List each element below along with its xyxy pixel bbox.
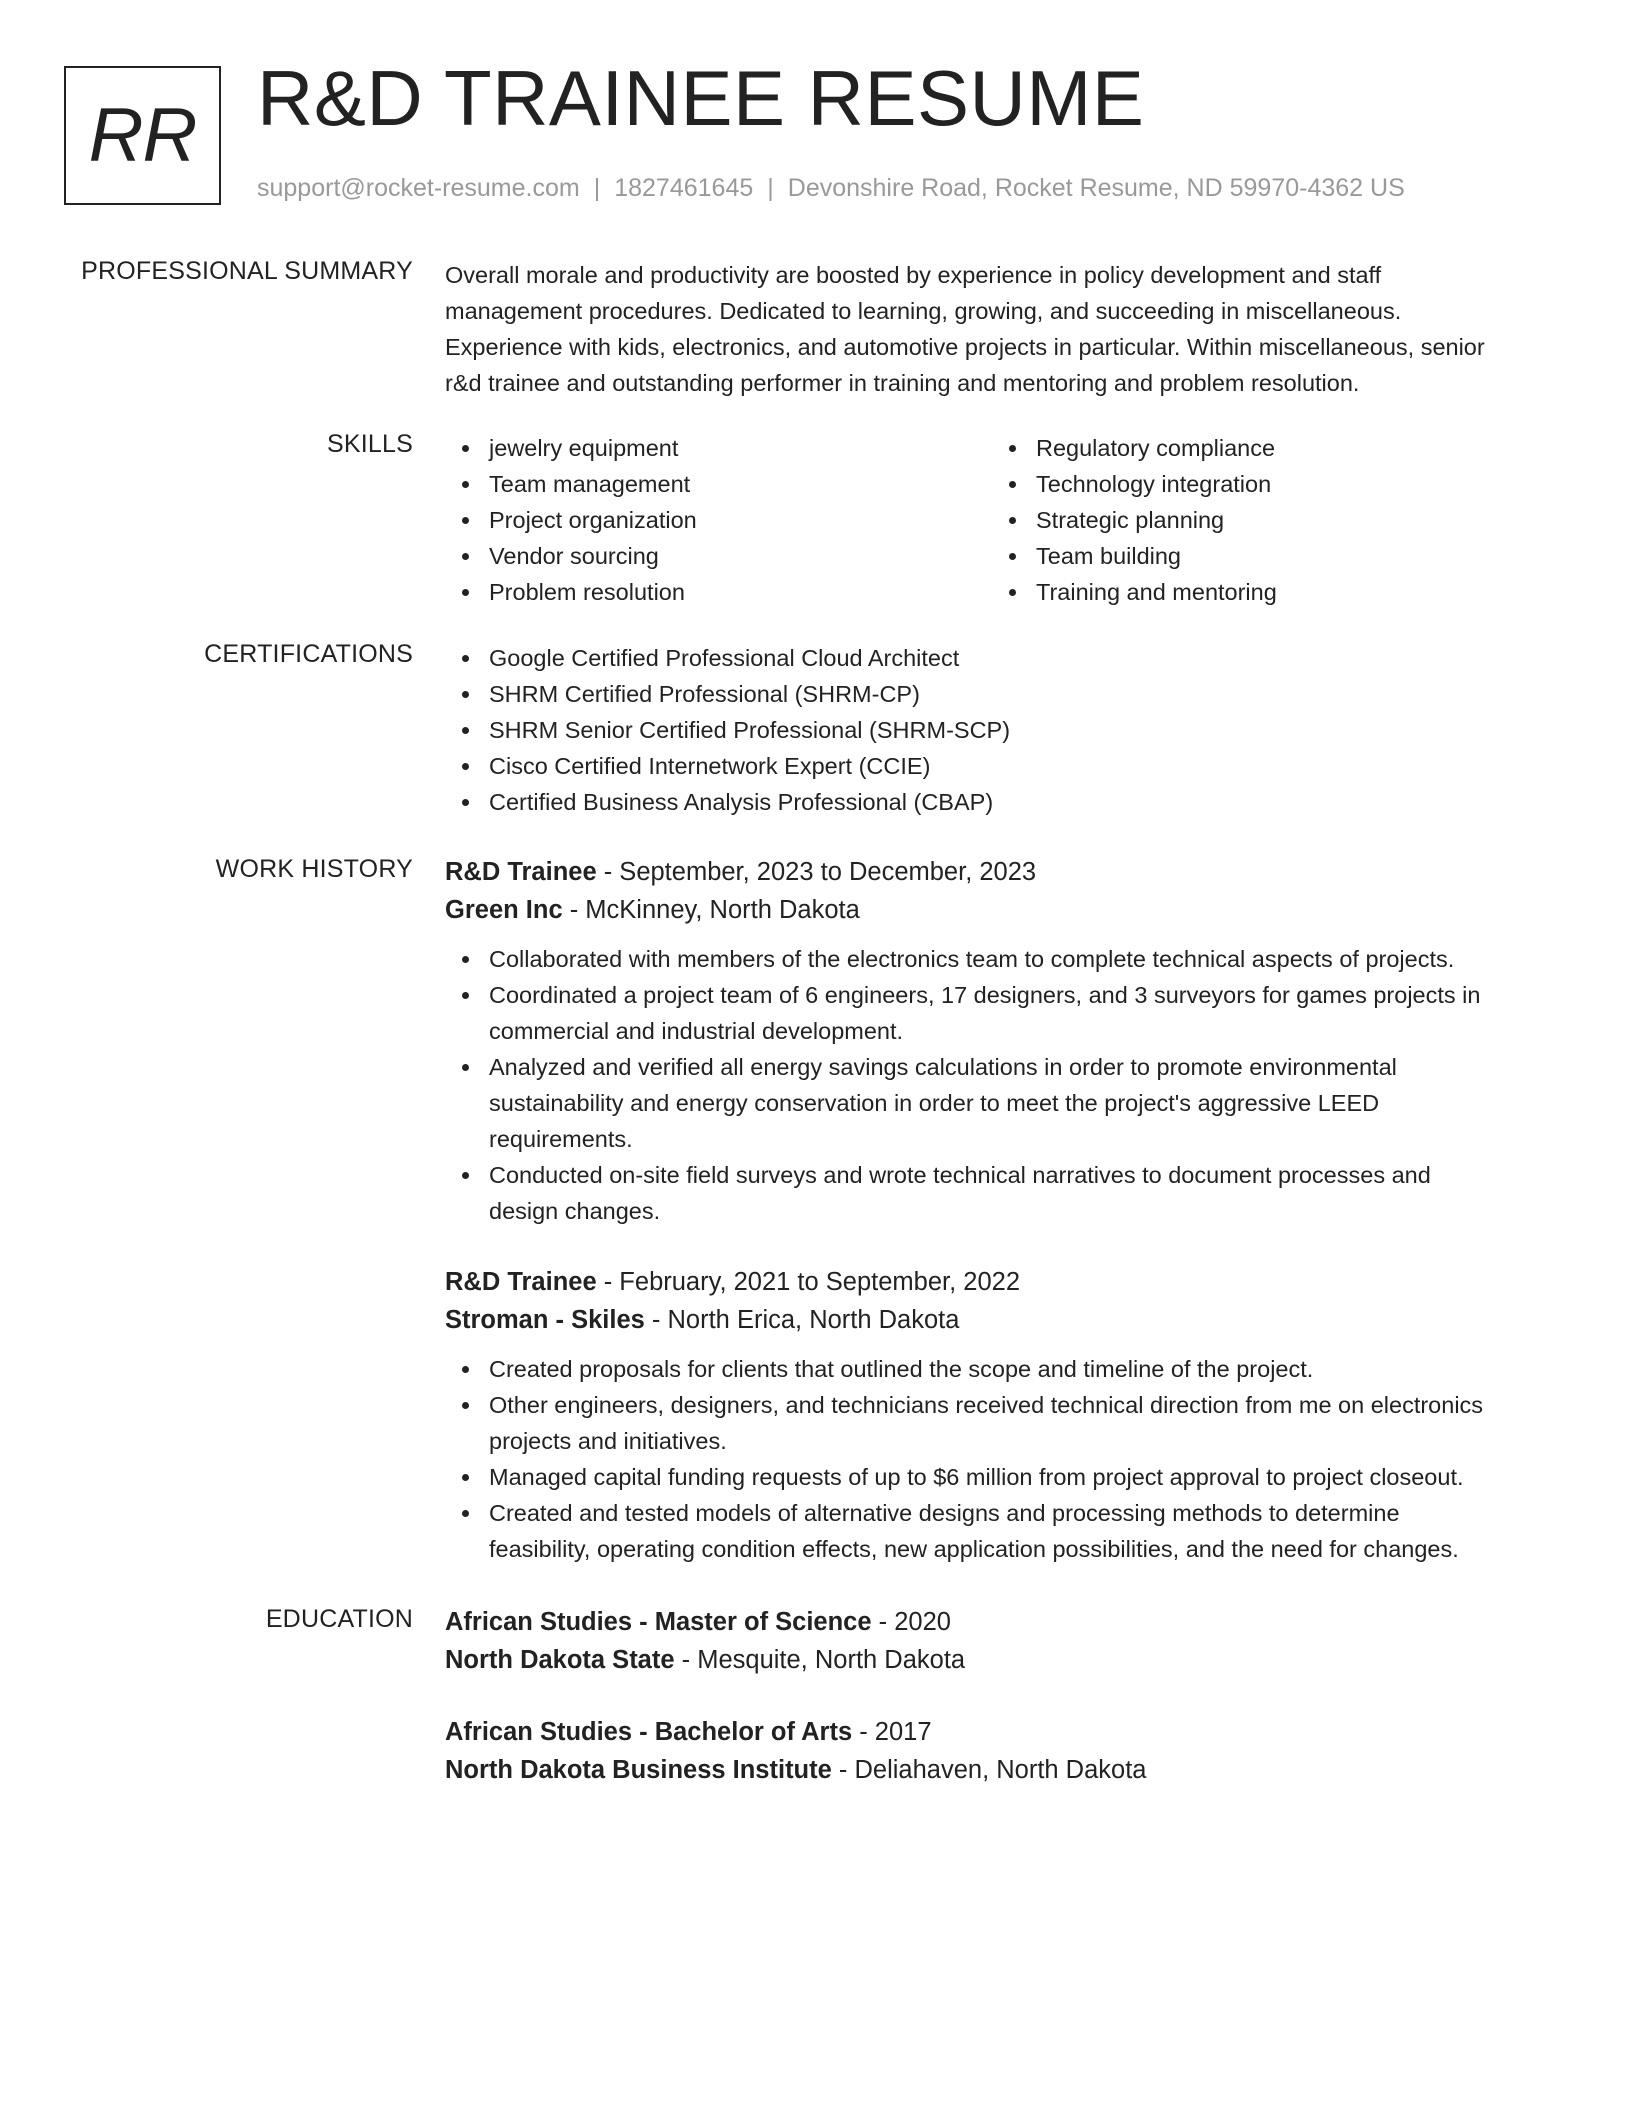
skills-list <box>445 430 1555 610</box>
monogram-logo <box>64 66 221 205</box>
certification-item: SHRM Senior Certified Professional (SHRM-SCP) <box>445 712 1555 748</box>
skill-item: Technology integration <box>992 466 1539 502</box>
job-dates: - February, 2021 to September, 2022 <box>603 1268 1021 1296</box>
job-duty: Created proposals for clients that outlined the scope and timeline of the project. <box>445 1351 1555 1387</box>
job-entry <box>445 853 1555 1229</box>
job-duty: Conducted on-site field surveys and wrote technical narratives to document processes and design changes. <box>445 1157 1555 1229</box>
certification-item: Certified Business Analysis Professional (CBAP) <box>445 784 1555 820</box>
education-entry <box>445 1603 1555 1679</box>
certification-item: Google Certified Professional Cloud Architect <box>445 640 1555 676</box>
education-school-line <box>445 1751 1555 1789</box>
job-duty: Created and tested models of alternative designs and processing methods to determine feasibility, operating condition effects, new application possibilities, and the need for changes. <box>445 1495 1555 1567</box>
contact-separator: | <box>593 174 601 202</box>
monogram-text: RR <box>88 93 197 178</box>
section-label-skills: SKILLS <box>327 430 413 458</box>
skill-item: Team management <box>445 466 992 502</box>
education-entry <box>445 1713 1555 1789</box>
certification-item: SHRM Certified Professional (SHRM-CP) <box>445 676 1555 712</box>
summary-line: Overall morale and productivity are boosted by experience in policy development and staff <box>445 262 1382 288</box>
contact-phone: 1827461645 <box>614 174 754 202</box>
job-title: R&D Trainee <box>445 858 597 886</box>
education-school: North Dakota State <box>445 1646 675 1674</box>
contact-separator: | <box>767 174 774 202</box>
skill-item: Team building <box>992 538 1539 574</box>
job-company: Green Inc <box>445 896 563 924</box>
job-heading <box>445 1263 1555 1301</box>
skill-item: Vendor sourcing <box>445 538 992 574</box>
contact-address: Devonshire Road, Rocket Resume, ND 59970-4362 US <box>787 174 1405 202</box>
skill-item: Problem resolution <box>445 574 992 610</box>
education-school: North Dakota Business Institute <box>445 1756 832 1784</box>
education-school-line <box>445 1641 1555 1679</box>
education-degree-line <box>445 1603 1555 1641</box>
job-entry <box>445 1263 1555 1567</box>
job-duties <box>445 1351 1555 1567</box>
skills-column-right <box>992 430 1539 610</box>
summary-line: Experience with kids, electronics, and automotive projects in particular. Within miscellaneous, senior <box>445 334 1485 360</box>
education-degree-line <box>445 1713 1555 1751</box>
job-heading <box>445 853 1555 891</box>
section-label-work-history: WORK HISTORY <box>215 855 413 883</box>
skill-item: jewelry equipment <box>445 430 992 466</box>
skills-column-left <box>445 430 992 610</box>
contact-line <box>257 174 1405 203</box>
skill-item: Strategic planning <box>992 502 1539 538</box>
section-label-education: EDUCATION <box>265 1605 413 1633</box>
skill-item: Training and mentoring <box>992 574 1539 610</box>
job-title: R&D Trainee <box>445 1268 597 1296</box>
education-degree: African Studies - Master of Science <box>445 1608 872 1636</box>
section-label-summary: PROFESSIONAL SUMMARY <box>81 257 413 285</box>
job-location: - McKinney, North Dakota <box>569 896 860 924</box>
summary-line: management procedures. Dedicated to learning, growing, and succeeding in miscellaneous. <box>445 298 1402 324</box>
job-dates: - September, 2023 to December, 2023 <box>603 858 1037 886</box>
job-duty: Collaborated with members of the electronics team to complete technical aspects of projects. <box>445 941 1555 977</box>
resume-title: R&D TRAINEE RESUME <box>257 54 1145 142</box>
job-duty: Other engineers, designers, and technicians received technical direction from me on electronics projects and initiatives. <box>445 1387 1555 1459</box>
contact-email: support@rocket-resume.com <box>257 174 580 202</box>
summary-line: r&d trainee and outstanding performer in training and mentoring and problem resolution. <box>445 370 1360 396</box>
job-company-line <box>445 1301 1555 1339</box>
education-location: - Mesquite, North Dakota <box>681 1646 966 1674</box>
skill-item: Regulatory compliance <box>992 430 1539 466</box>
job-company: Stroman - Skiles <box>445 1306 645 1334</box>
job-duty: Coordinated a project team of 6 engineers, 17 designers, and 3 surveyors for games projects in commercial and industrial development. <box>445 977 1555 1049</box>
summary-text <box>445 257 1555 401</box>
job-location: - North Erica, North Dakota <box>651 1306 960 1334</box>
education-year: - 2020 <box>878 1608 951 1636</box>
certifications-list <box>445 640 1555 820</box>
education-degree: African Studies - Bachelor of Arts <box>445 1718 853 1746</box>
job-duty: Analyzed and verified all energy savings calculations in order to promote environmental sustainability and energy conservation in order to meet the project's aggressive LEED requirements. <box>445 1049 1555 1157</box>
education-year: - 2017 <box>859 1718 932 1746</box>
education-location: - Deliahaven, North Dakota <box>838 1756 1147 1784</box>
certification-item: Cisco Certified Internetwork Expert (CCIE) <box>445 748 1555 784</box>
job-company-line <box>445 891 1555 929</box>
section-label-certifications: CERTIFICATIONS <box>204 640 413 668</box>
job-duty: Managed capital funding requests of up to $6 million from project approval to project closeout. <box>445 1459 1555 1495</box>
skill-item: Project organization <box>445 502 992 538</box>
job-duties <box>445 941 1555 1229</box>
